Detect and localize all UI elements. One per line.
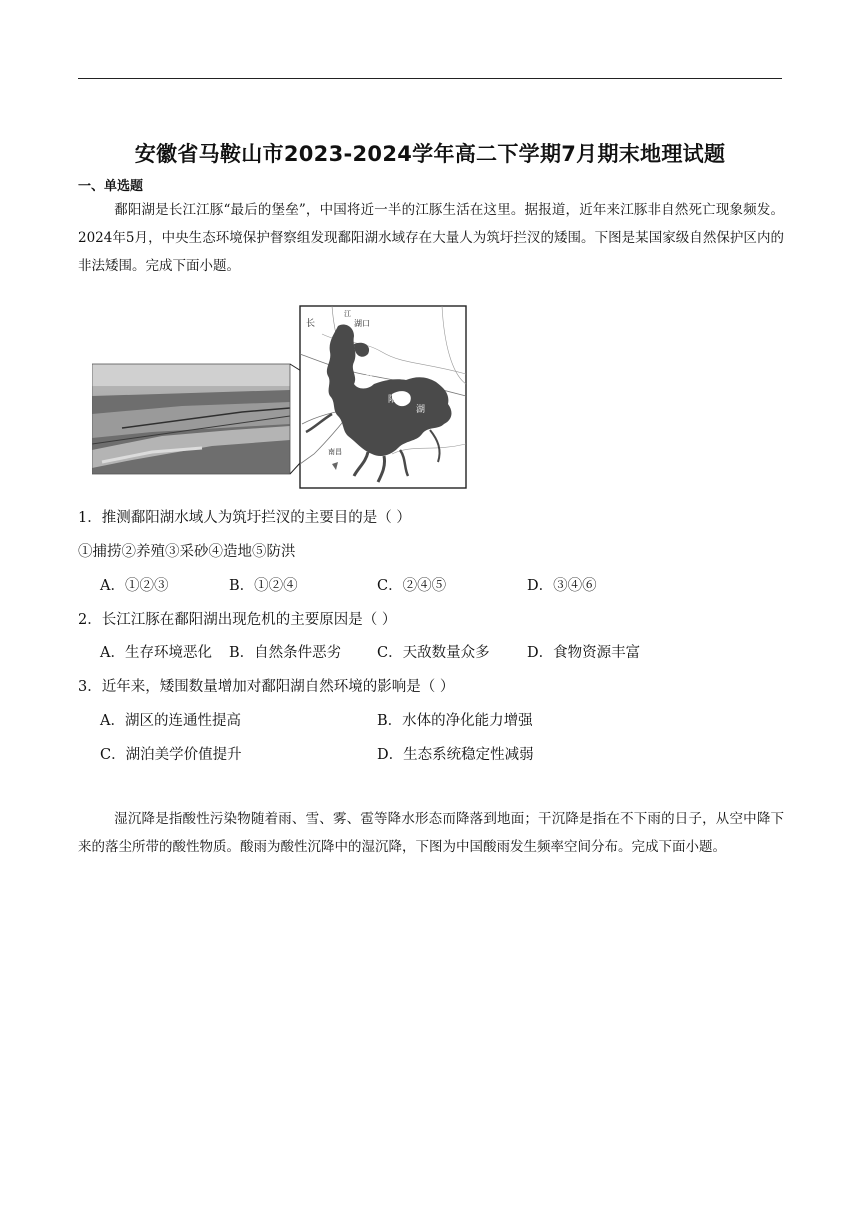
q1-option-c[interactable]: C．②④⑤ [377,578,447,594]
passage-1 [78,196,784,280]
question-3-stem: 3．近年来，矮围数量增加对鄱阳湖自然环境的影响是（ ） [78,679,455,695]
figure-lake-map [92,304,476,494]
question-1-stem: 1．推测鄱阳湖水域人为筑圩拦汊的主要目的是（ ） [78,510,411,526]
q3-option-c[interactable]: C．湖泊美学价值提升 [100,747,242,763]
q3-option-b[interactable]: B．水体的净化能力增强 [377,713,533,729]
section-heading: 一、单选题 [78,179,144,194]
figure-svg [92,304,476,494]
map-label-hukou: 湖口 [354,319,370,328]
map-label-river: 江 [344,310,351,318]
passage-2 [78,805,784,861]
q1-option-d[interactable]: D．③④⑥ [527,578,597,594]
q1-option-b[interactable]: B．①②④ [229,578,298,594]
q1-option-a[interactable]: A．①②③ [100,578,169,594]
map-label-hu: 湖 [416,405,426,415]
aerial-photo [92,364,290,474]
page-title: 安徽省马鞍山市2023-2024学年高二下学期7月期末地理试题 [134,142,726,166]
map-label-yang: 阳 [388,395,398,405]
passage-2-text: 湿沉降是指酸性污染物随着雨、雪、雾、雹等降水形态而降落到地面；干沉降是指在不下雨的日子，从空中降下来的落尘所带的酸性物质。酸雨为酸性沉降中的湿沉降，下图为中国酸雨发生频率空间分布。完成下面小题。 [78,811,784,855]
q2-option-d[interactable]: D．食物资源丰富 [527,645,641,661]
passage-1-text: 鄱阳湖是长江江豚“最后的堡垒”，中国将近一半的江豚生活在这里。据报道，近年来江豚非自然死亡现象频发。2024年5月，中央生态环境保护督察组发现鄱阳湖水域存在大量人为筑圩拦汊的矮围。下图是某国家级自然保护区内的非法矮围。完成下面小题。 [78,202,784,274]
q3-option-a[interactable]: A．湖区的连通性提高 [100,713,241,729]
question-2-stem: 2．长江江豚在鄱阳湖出现危机的主要原因是（ ） [78,612,397,628]
map-label-chang: 长 [306,319,316,329]
lake-map [300,306,466,488]
map-label-po: 鄱 [364,375,374,385]
question-1-choices: ①捕捞②养殖③采砂④造地⑤防洪 [78,544,296,560]
header-rule [78,78,782,79]
q2-option-b[interactable]: B．自然条件恶劣 [229,645,342,661]
map-label-nanchang: 南昌 [328,448,342,456]
q3-option-d[interactable]: D．生态系统稳定性减弱 [377,747,534,763]
q2-option-a[interactable]: A．生存环境恶化 [100,645,212,661]
q2-option-c[interactable]: C．天敌数量众多 [377,645,490,661]
